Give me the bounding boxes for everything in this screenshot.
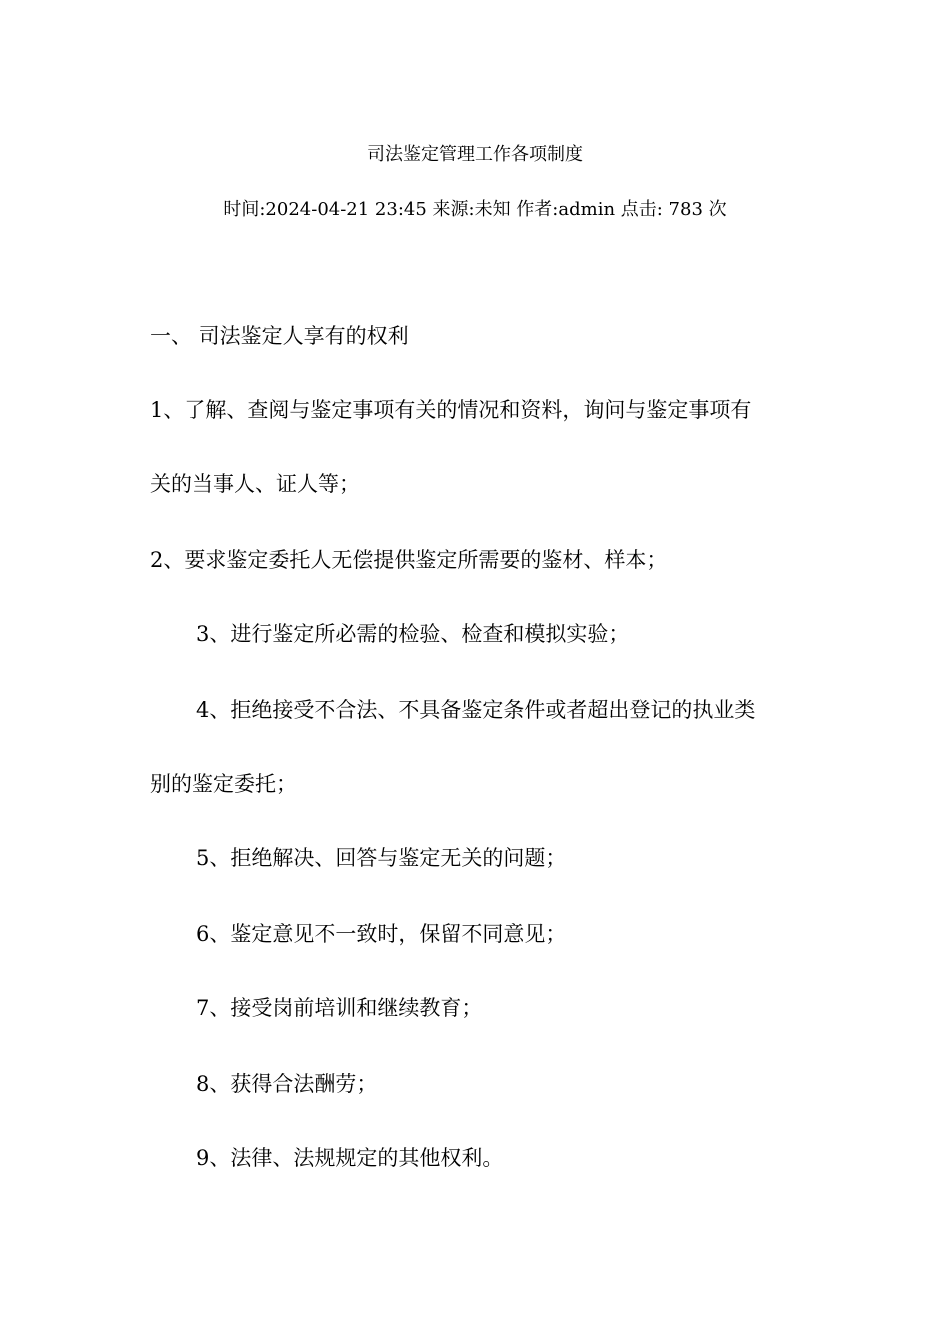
paragraph-line-5: 4、拒绝接受不合法、不具备鉴定条件或者超出登记的执业类 <box>196 698 756 722</box>
paragraph-line-6: 别的鉴定委托； <box>150 772 297 796</box>
paragraph-line-1: 1、了解、查阅与鉴定事项有关的情况和资料，询问与鉴定事项有 <box>150 398 752 422</box>
paragraph-line-3: 2、要求鉴定委托人无偿提供鉴定所需要的鉴材、样本； <box>150 548 668 572</box>
paragraph-line-2: 关的当事人、证人等； <box>150 472 360 496</box>
paragraph-line-8: 6、鉴定意见不一致时，保留不同意见； <box>196 922 567 946</box>
paragraph-line-4: 3、进行鉴定所必需的检验、检查和模拟实验； <box>196 622 630 646</box>
paragraph-line-7: 5、拒绝解决、回答与鉴定无关的问题； <box>196 846 567 870</box>
paragraph-line-10: 8、获得合法酬劳； <box>196 1072 378 1096</box>
paragraph-line-9: 7、接受岗前培训和继续教育； <box>196 996 483 1020</box>
paragraph-line-11: 9、法律、法规规定的其他权利。 <box>196 1146 504 1170</box>
document-meta-line: 时间:2024-04-21 23:45 来源:未知 作者:admin 点击: 783 次 <box>223 199 727 220</box>
document-title: 司法鉴定管理工作各项制度 <box>367 144 583 165</box>
section-heading: 一、 司法鉴定人享有的权利 <box>150 324 409 348</box>
